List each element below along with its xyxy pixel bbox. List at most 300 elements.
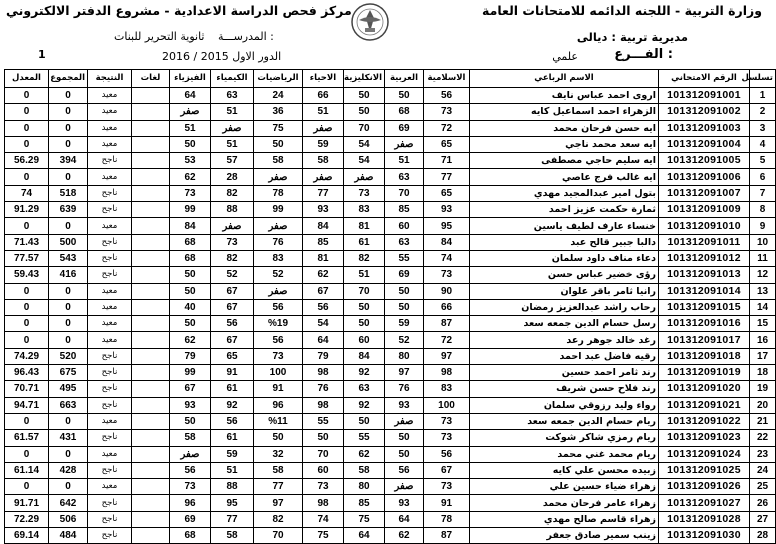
serial-cell: 8 — [750, 202, 776, 218]
average-cell: 91.71 — [5, 495, 49, 511]
table-row — [5, 104, 776, 120]
chemistry-grade-cell: 88 — [211, 479, 254, 495]
average-cell: 91.29 — [5, 202, 49, 218]
languages-cell — [132, 495, 170, 511]
languages-cell — [132, 430, 170, 446]
result-cell: معيد — [88, 104, 132, 120]
math-grade-cell: 58 — [254, 462, 303, 478]
table-row — [5, 283, 776, 299]
total-cell: 518 — [49, 185, 88, 201]
exam-number-cell: 101312091014 — [659, 283, 750, 299]
physics-grade-cell: 50 — [170, 413, 211, 429]
biology-grade-cell: 55 — [303, 413, 344, 429]
table-row — [5, 332, 776, 348]
total-cell: 0 — [49, 120, 88, 136]
total-cell: 394 — [49, 153, 88, 169]
chemistry-grade-cell: 52 — [211, 267, 254, 283]
math-grade-cell: 24 — [254, 88, 303, 104]
languages-cell — [132, 348, 170, 364]
languages-cell — [132, 299, 170, 315]
arabic-grade-cell: 52 — [385, 332, 424, 348]
languages-cell — [132, 511, 170, 527]
table-row — [5, 430, 776, 446]
average-cell: 0 — [5, 104, 49, 120]
chemistry-grade-cell: 65 — [211, 348, 254, 364]
chemistry-grade-cell: 61 — [211, 381, 254, 397]
english-grade-cell: 85 — [344, 495, 385, 511]
result-cell: معيد — [88, 136, 132, 152]
english-grade-cell: 83 — [344, 202, 385, 218]
table-row — [5, 88, 776, 104]
english-grade-cell: 63 — [344, 381, 385, 397]
islamic-grade-cell: 73 — [424, 430, 470, 446]
physics-grade-cell: 99 — [170, 365, 211, 381]
average-cell: 69.14 — [5, 528, 49, 544]
table-row — [5, 202, 776, 218]
chemistry-grade-cell: 57 — [211, 153, 254, 169]
math-grade-cell: صفر — [254, 283, 303, 299]
student-name-cell: زبيده محسن علي كايه — [470, 462, 659, 478]
physics-grade-cell: 84 — [170, 218, 211, 234]
physics-grade-cell: 50 — [170, 267, 211, 283]
physics-grade-cell: 79 — [170, 348, 211, 364]
math-grade-cell: 50 — [254, 430, 303, 446]
arabic-grade-cell: 51 — [385, 153, 424, 169]
biology-grade-cell: 56 — [303, 299, 344, 315]
languages-cell — [132, 397, 170, 413]
column-header: تسلسل — [750, 70, 776, 88]
result-cell: ناجح — [88, 365, 132, 381]
total-cell: 675 — [49, 365, 88, 381]
languages-cell — [132, 169, 170, 185]
math-grade-cell: 97 — [254, 495, 303, 511]
result-cell: ناجح — [88, 511, 132, 527]
biology-grade-cell: 93 — [303, 202, 344, 218]
column-header: المجموع — [49, 70, 88, 88]
languages-cell — [132, 88, 170, 104]
english-grade-cell: 50 — [344, 104, 385, 120]
student-name-cell: زهراء عامر فرحان محمد — [470, 495, 659, 511]
exam-number-cell: 101312091001 — [659, 88, 750, 104]
serial-cell: 28 — [750, 528, 776, 544]
table-row — [5, 267, 776, 283]
biology-grade-cell: 74 — [303, 511, 344, 527]
math-grade-cell: 75 — [254, 120, 303, 136]
chemistry-grade-cell: 73 — [211, 234, 254, 250]
arabic-grade-cell: 63 — [385, 234, 424, 250]
student-name-cell: دالبا جبير قالح عبد — [470, 234, 659, 250]
biology-grade-cell: 51 — [303, 104, 344, 120]
exam-number-cell: 101312091018 — [659, 348, 750, 364]
serial-cell: 2 — [750, 104, 776, 120]
math-grade-cell: 52 — [254, 267, 303, 283]
languages-cell — [132, 446, 170, 462]
arabic-grade-cell: 93 — [385, 397, 424, 413]
student-name-cell: ريام محمد غني محمد — [470, 446, 659, 462]
islamic-grade-cell: 72 — [424, 332, 470, 348]
school-label: المدرســـة : — [218, 30, 274, 43]
branch-label: الفـــرع : — [614, 47, 673, 62]
languages-cell — [132, 462, 170, 478]
arabic-grade-cell: 70 — [385, 185, 424, 201]
total-cell: 495 — [49, 381, 88, 397]
document-header — [0, 0, 768, 70]
math-grade-cell: 96 — [254, 397, 303, 413]
serial-cell: 4 — [750, 136, 776, 152]
biology-grade-cell: 98 — [303, 495, 344, 511]
student-name-cell: زهراء قاسم صالح مهدي — [470, 511, 659, 527]
result-cell: معيد — [88, 332, 132, 348]
average-cell: 59.43 — [5, 267, 49, 283]
physics-grade-cell: 62 — [170, 332, 211, 348]
result-cell: معيد — [88, 120, 132, 136]
arabic-grade-cell: 80 — [385, 348, 424, 364]
serial-cell: 22 — [750, 430, 776, 446]
table-row — [5, 413, 776, 429]
biology-grade-cell: 67 — [303, 283, 344, 299]
biology-grade-cell: 73 — [303, 479, 344, 495]
serial-cell: 11 — [750, 250, 776, 266]
chemistry-grade-cell: 95 — [211, 495, 254, 511]
chemistry-grade-cell: 63 — [211, 88, 254, 104]
physics-grade-cell: 68 — [170, 250, 211, 266]
table-row — [5, 218, 776, 234]
arabic-grade-cell: 63 — [385, 169, 424, 185]
math-grade-cell: %11 — [254, 413, 303, 429]
exam-number-cell: 101312091028 — [659, 511, 750, 527]
physics-grade-cell: 67 — [170, 381, 211, 397]
arabic-grade-cell: 68 — [385, 104, 424, 120]
physics-grade-cell: 64 — [170, 88, 211, 104]
student-name-cell: رسل حسام الدين جمعه سعد — [470, 316, 659, 332]
total-cell: 0 — [49, 283, 88, 299]
islamic-grade-cell: 78 — [424, 511, 470, 527]
total-cell: 0 — [49, 299, 88, 315]
islamic-grade-cell: 95 — [424, 218, 470, 234]
serial-cell: 1 — [750, 88, 776, 104]
islamic-grade-cell: 73 — [424, 267, 470, 283]
average-cell: 61.57 — [5, 430, 49, 446]
table-row — [5, 462, 776, 478]
physics-grade-cell: 53 — [170, 153, 211, 169]
table-row — [5, 397, 776, 413]
serial-cell: 6 — [750, 169, 776, 185]
total-cell: 663 — [49, 397, 88, 413]
total-cell: 520 — [49, 348, 88, 364]
column-header: الانكليزية — [344, 70, 385, 88]
page-number: 1 — [38, 48, 46, 61]
total-cell: 0 — [49, 136, 88, 152]
english-grade-cell: 64 — [344, 528, 385, 544]
math-grade-cell: 73 — [254, 348, 303, 364]
result-cell: ناجح — [88, 348, 132, 364]
chemistry-grade-cell: 56 — [211, 316, 254, 332]
biology-grade-cell: 98 — [303, 397, 344, 413]
math-grade-cell: 70 — [254, 528, 303, 544]
student-name-cell: ايه سعد محمد ناجي — [470, 136, 659, 152]
languages-cell — [132, 104, 170, 120]
exam-number-cell: 101312091020 — [659, 381, 750, 397]
chemistry-grade-cell: 51 — [211, 462, 254, 478]
biology-grade-cell: 81 — [303, 250, 344, 266]
chemistry-grade-cell: صفر — [211, 218, 254, 234]
table-row — [5, 528, 776, 544]
biology-grade-cell: 98 — [303, 365, 344, 381]
total-cell: 0 — [49, 316, 88, 332]
serial-cell: 21 — [750, 413, 776, 429]
languages-cell — [132, 218, 170, 234]
exam-number-cell: 101312091017 — [659, 332, 750, 348]
table-row — [5, 185, 776, 201]
islamic-grade-cell: 73 — [424, 479, 470, 495]
exam-number-cell: 101312091030 — [659, 528, 750, 544]
physics-grade-cell: 69 — [170, 511, 211, 527]
table-row — [5, 511, 776, 527]
islamic-grade-cell: 90 — [424, 283, 470, 299]
languages-cell — [132, 381, 170, 397]
languages-cell — [132, 316, 170, 332]
student-name-cell: رؤى خضير عباس حسن — [470, 267, 659, 283]
islamic-grade-cell: 56 — [424, 446, 470, 462]
islamic-grade-cell: 65 — [424, 185, 470, 201]
student-name-cell: ايه حسن فرحان محمد — [470, 120, 659, 136]
biology-grade-cell: 85 — [303, 234, 344, 250]
math-grade-cell: 83 — [254, 250, 303, 266]
student-name-cell: زهراء ضياء حسين علي — [470, 479, 659, 495]
exam-number-cell: 101312091003 — [659, 120, 750, 136]
average-cell: 0 — [5, 120, 49, 136]
average-cell: 0 — [5, 479, 49, 495]
column-header: النتيجة — [88, 70, 132, 88]
math-grade-cell: 36 — [254, 104, 303, 120]
chemistry-grade-cell: 51 — [211, 136, 254, 152]
table-row — [5, 348, 776, 364]
chemistry-grade-cell: 51 — [211, 104, 254, 120]
islamic-grade-cell: 65 — [424, 136, 470, 152]
math-grade-cell: 32 — [254, 446, 303, 462]
exam-number-cell: 101312091007 — [659, 185, 750, 201]
english-grade-cell: صفر — [344, 169, 385, 185]
arabic-grade-cell: 97 — [385, 365, 424, 381]
student-name-cell: رند فلاح حسن شريف — [470, 381, 659, 397]
physics-grade-cell: 96 — [170, 495, 211, 511]
serial-cell: 20 — [750, 397, 776, 413]
arabic-grade-cell: صفر — [385, 413, 424, 429]
result-cell: معيد — [88, 169, 132, 185]
average-cell: 70.71 — [5, 381, 49, 397]
math-grade-cell: 78 — [254, 185, 303, 201]
english-grade-cell: 50 — [344, 299, 385, 315]
exam-number-cell: 101312091009 — [659, 202, 750, 218]
result-cell: ناجح — [88, 250, 132, 266]
total-cell: 0 — [49, 104, 88, 120]
table-row — [5, 446, 776, 462]
arabic-grade-cell: 50 — [385, 446, 424, 462]
arabic-grade-cell: 50 — [385, 283, 424, 299]
physics-grade-cell: 56 — [170, 462, 211, 478]
math-grade-cell: 50 — [254, 136, 303, 152]
serial-cell: 25 — [750, 479, 776, 495]
exam-number-cell: 101312091027 — [659, 495, 750, 511]
iraq-emblem-logo — [350, 2, 390, 42]
average-cell: 0 — [5, 316, 49, 332]
chemistry-grade-cell: 67 — [211, 283, 254, 299]
english-grade-cell: 75 — [344, 511, 385, 527]
result-cell: ناجح — [88, 381, 132, 397]
serial-cell: 5 — [750, 153, 776, 169]
islamic-grade-cell: 91 — [424, 495, 470, 511]
chemistry-grade-cell: صفر — [211, 120, 254, 136]
average-cell: 0 — [5, 283, 49, 299]
biology-grade-cell: 76 — [303, 381, 344, 397]
total-cell: 506 — [49, 511, 88, 527]
student-name-cell: ثمارة حكمت عزيز احمد — [470, 202, 659, 218]
english-grade-cell: 50 — [344, 88, 385, 104]
physics-grade-cell: 62 — [170, 169, 211, 185]
total-cell: 0 — [49, 446, 88, 462]
student-name-cell: رند ثامر احمد حسين — [470, 365, 659, 381]
languages-cell — [132, 283, 170, 299]
serial-cell: 26 — [750, 495, 776, 511]
average-cell: 0 — [5, 299, 49, 315]
chemistry-grade-cell: 67 — [211, 332, 254, 348]
total-cell: 500 — [49, 234, 88, 250]
biology-grade-cell: 79 — [303, 348, 344, 364]
average-cell: 94.71 — [5, 397, 49, 413]
biology-grade-cell: 50 — [303, 430, 344, 446]
column-header: المعدل — [5, 70, 49, 88]
biology-grade-cell: 60 — [303, 462, 344, 478]
islamic-grade-cell: 77 — [424, 169, 470, 185]
math-grade-cell: 56 — [254, 299, 303, 315]
chemistry-grade-cell: 59 — [211, 446, 254, 462]
result-cell: ناجح — [88, 430, 132, 446]
column-header: لغات — [132, 70, 170, 88]
biology-grade-cell: 54 — [303, 316, 344, 332]
average-cell: 0 — [5, 218, 49, 234]
serial-cell: 19 — [750, 381, 776, 397]
arabic-grade-cell: 93 — [385, 495, 424, 511]
biology-grade-cell: 62 — [303, 267, 344, 283]
table-row — [5, 120, 776, 136]
arabic-grade-cell: 69 — [385, 120, 424, 136]
column-header: الرياضيات — [254, 70, 303, 88]
result-cell: معيد — [88, 413, 132, 429]
result-cell: معيد — [88, 218, 132, 234]
languages-cell — [132, 479, 170, 495]
result-cell: ناجح — [88, 202, 132, 218]
physics-grade-cell: 99 — [170, 202, 211, 218]
serial-cell: 7 — [750, 185, 776, 201]
average-cell: 96.43 — [5, 365, 49, 381]
serial-cell: 3 — [750, 120, 776, 136]
arabic-grade-cell: صفر — [385, 479, 424, 495]
student-name-cell: رواء وليد رزوقي سلمان — [470, 397, 659, 413]
total-cell: 484 — [49, 528, 88, 544]
result-cell: ناجح — [88, 462, 132, 478]
languages-cell — [132, 365, 170, 381]
english-grade-cell: 58 — [344, 462, 385, 478]
math-grade-cell: %19 — [254, 316, 303, 332]
serial-cell: 24 — [750, 462, 776, 478]
islamic-grade-cell: 100 — [424, 397, 470, 413]
student-name-cell: ريام رمزي شاكر شوكت — [470, 430, 659, 446]
result-cell: معيد — [88, 479, 132, 495]
exam-number-cell: 101312091002 — [659, 104, 750, 120]
average-cell: 77.57 — [5, 250, 49, 266]
physics-grade-cell: 50 — [170, 136, 211, 152]
chemistry-grade-cell: 56 — [211, 413, 254, 429]
serial-cell: 17 — [750, 348, 776, 364]
islamic-grade-cell: 66 — [424, 299, 470, 315]
english-grade-cell: 73 — [344, 185, 385, 201]
average-cell: 71.43 — [5, 234, 49, 250]
serial-cell: 12 — [750, 267, 776, 283]
student-name-cell: ريام حسام الدين جمعه سعد — [470, 413, 659, 429]
physics-grade-cell: 93 — [170, 397, 211, 413]
islamic-grade-cell: 73 — [424, 104, 470, 120]
exam-number-cell: 101312091016 — [659, 316, 750, 332]
chemistry-grade-cell: 67 — [211, 299, 254, 315]
chemistry-grade-cell: 82 — [211, 250, 254, 266]
biology-grade-cell: 75 — [303, 528, 344, 544]
arabic-grade-cell: 50 — [385, 430, 424, 446]
english-grade-cell: 50 — [344, 316, 385, 332]
student-name-cell: رغد خالد جوهر رعد — [470, 332, 659, 348]
biology-grade-cell: 77 — [303, 185, 344, 201]
languages-cell — [132, 267, 170, 283]
math-grade-cell: صفر — [254, 218, 303, 234]
student-name-cell: دعاء مناف داود سلمان — [470, 250, 659, 266]
student-name-cell: بتول امير عبدالمجيد مهدي — [470, 185, 659, 201]
islamic-grade-cell: 97 — [424, 348, 470, 364]
arabic-grade-cell: 62 — [385, 528, 424, 544]
islamic-grade-cell: 84 — [424, 234, 470, 250]
arabic-grade-cell: 50 — [385, 88, 424, 104]
table-row — [5, 299, 776, 315]
chemistry-grade-cell: 28 — [211, 169, 254, 185]
exam-number-cell: 101312091010 — [659, 218, 750, 234]
math-grade-cell: 99 — [254, 202, 303, 218]
physics-grade-cell: 40 — [170, 299, 211, 315]
table-row — [5, 250, 776, 266]
physics-grade-cell: 73 — [170, 479, 211, 495]
table-row — [5, 479, 776, 495]
student-name-cell: رانيا ثامر باقر علوان — [470, 283, 659, 299]
languages-cell — [132, 136, 170, 152]
total-cell: 0 — [49, 169, 88, 185]
student-name-cell: زينب سمير صادق جعفر — [470, 528, 659, 544]
english-grade-cell: 54 — [344, 136, 385, 152]
average-cell: 0 — [5, 169, 49, 185]
physics-grade-cell: صفر — [170, 104, 211, 120]
english-grade-cell: 62 — [344, 446, 385, 462]
total-cell: 0 — [49, 332, 88, 348]
total-cell: 0 — [49, 479, 88, 495]
total-cell: 639 — [49, 202, 88, 218]
total-cell: 416 — [49, 267, 88, 283]
physics-grade-cell: 73 — [170, 185, 211, 201]
student-name-cell: ايه سليم حاجي مصطفى — [470, 153, 659, 169]
total-cell: 543 — [49, 250, 88, 266]
english-grade-cell: 70 — [344, 120, 385, 136]
biology-grade-cell: 58 — [303, 153, 344, 169]
average-cell: 0 — [5, 446, 49, 462]
average-cell: 72.29 — [5, 511, 49, 527]
exam-number-cell: 101312091013 — [659, 267, 750, 283]
exam-number-cell: 101312091012 — [659, 250, 750, 266]
languages-cell — [132, 234, 170, 250]
